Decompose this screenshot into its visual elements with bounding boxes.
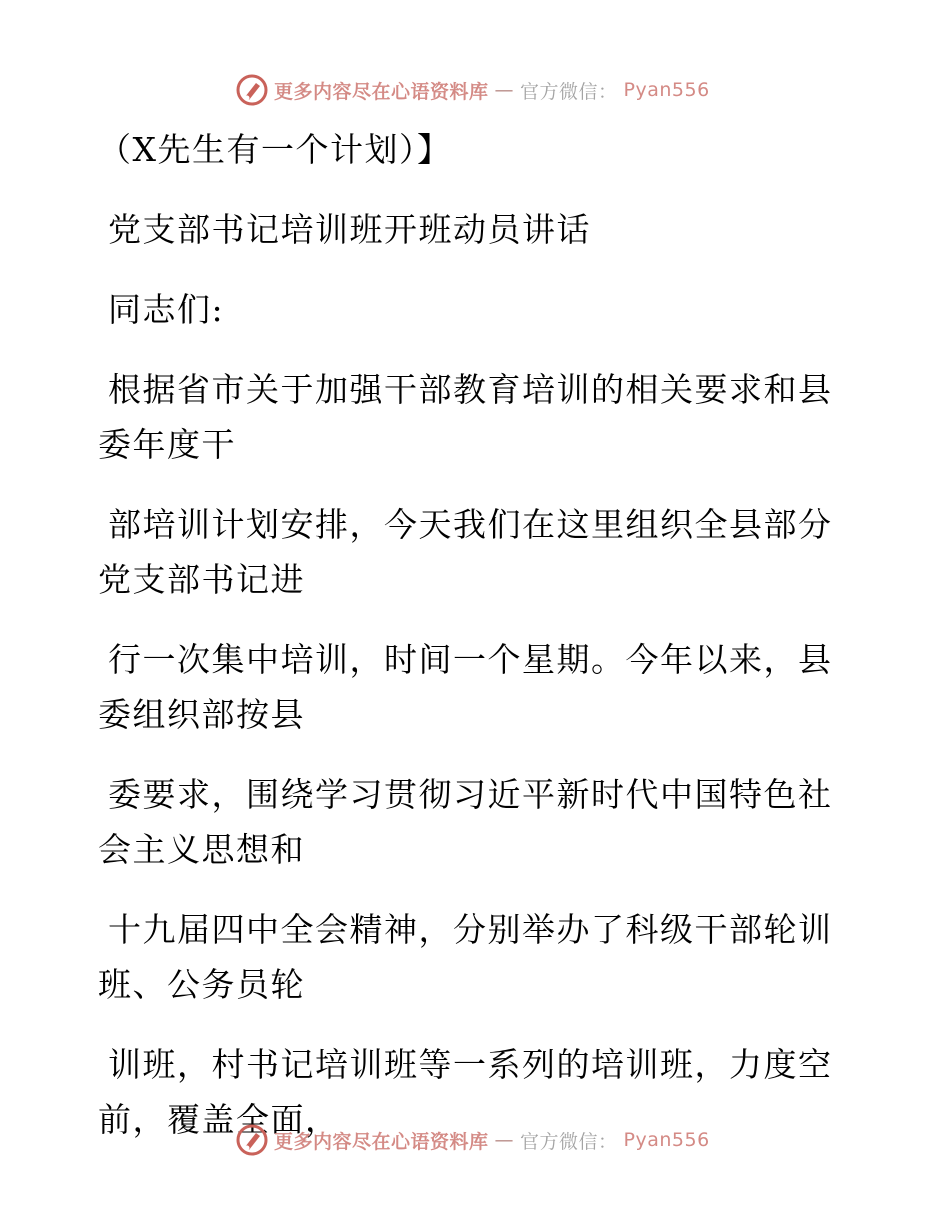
paragraph-line: 行一次集中培训，时间一个星期。今年以来，县 <box>108 640 833 679</box>
watermark-dash: — <box>494 79 515 101</box>
document-title: 党支部书记培训班开班动员讲话 <box>108 210 591 249</box>
paragraph <box>98 122 833 177</box>
salutation: 同志们: <box>108 290 225 329</box>
paragraph-line: 委年度干 <box>98 425 236 464</box>
paragraph <box>98 282 833 337</box>
pen-logo-icon <box>236 74 268 106</box>
paragraph-line: 会主义思想和 <box>98 830 305 869</box>
paragraph <box>98 902 833 1012</box>
paragraph-line: 训班，村书记培训班等一系列的培训班，力度空 <box>108 1045 833 1084</box>
paragraph-line: 根据省市关于加强干部教育培训的相关要求和县 <box>108 370 833 409</box>
watermark-dash: — <box>494 1129 515 1151</box>
watermark-main-text: 更多内容尽在心语资料库 <box>274 80 489 103</box>
pen-logo-icon <box>236 1124 268 1156</box>
watermark-wechat-id: Pyan556 <box>623 79 710 101</box>
paragraph-line: 十九届四中全会精神，分别举办了科级干部轮训 <box>108 910 833 949</box>
watermark-main-text: 更多内容尽在心语资料库 <box>274 1130 489 1153</box>
paragraph-line: 委组织部按县 <box>98 695 305 734</box>
footer-watermark <box>236 1122 710 1158</box>
paragraph <box>98 497 833 607</box>
paragraph <box>98 632 833 742</box>
paragraph <box>98 362 833 472</box>
paragraph <box>98 202 833 257</box>
plan-note-line: （X先生有一个计划）】 <box>98 130 452 169</box>
paragraph-line: 班、公务员轮 <box>98 965 305 1004</box>
paragraph-line: 前，覆盖全面， <box>98 1100 340 1139</box>
document-body <box>98 122 833 1172</box>
watermark-wechat-label: 官方微信： <box>520 1130 618 1153</box>
header-watermark <box>236 72 710 108</box>
paragraph-line: 部培训计划安排，今天我们在这里组织全县部分 <box>108 505 833 544</box>
watermark-wechat-label: 官方微信： <box>520 80 618 103</box>
paragraph-line: 委要求，围绕学习贯彻习近平新时代中国特色社 <box>108 775 833 814</box>
watermark-wechat-id: Pyan556 <box>623 1129 710 1151</box>
paragraph <box>98 767 833 877</box>
paragraph-line: 党支部书记进 <box>98 560 305 599</box>
